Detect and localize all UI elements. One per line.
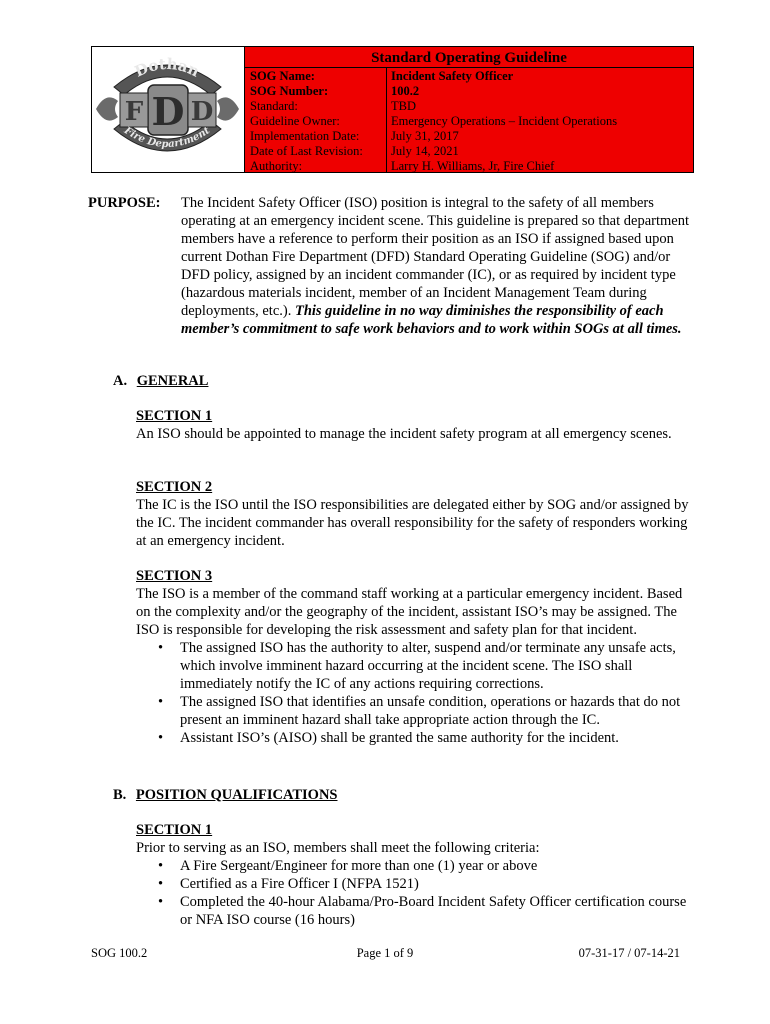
header-row-authority	[245, 158, 693, 174]
logo-letter-right: D	[190, 97, 214, 127]
footer-dates: 07-31-17 / 07-14-21	[578, 946, 680, 960]
list-item: • Assistant ISO’s (AISO) shall be granted the same authority for the incident.	[136, 729, 692, 747]
header-value: Incident Safety Officer	[391, 69, 514, 83]
section-title: GENERAL	[136, 373, 209, 389]
header-row-sog-number	[245, 83, 693, 99]
logo-top-text: Dothan	[131, 54, 203, 81]
subsection-text: The ISO is a member of the command staff working at a particular emergency incident. Based on the complexity and/or the geography of the incident, assistant ISO’s may be assigned. The ISO is responsible for developing the risk assessment and safety plan for that incident.	[136, 586, 683, 638]
header-value: Larry H. Williams, Jr, Fire Chief	[391, 159, 555, 173]
logo-letter-left: F	[124, 97, 144, 127]
header-label: SOG Name:	[250, 69, 315, 83]
header-row-sog-name	[245, 68, 693, 84]
subsection-title: SECTION 2	[136, 479, 213, 495]
subsection-title: SECTION 1	[136, 822, 213, 838]
section-b-heading	[113, 786, 338, 804]
footer-page-number: Page 1 of 9	[356, 946, 414, 960]
section-letter: A.	[113, 373, 128, 389]
header-value: Emergency Operations – Incident Operations	[391, 114, 618, 128]
subsection-text: An ISO should be appointed to manage the incident safety program at all emergency scenes.	[136, 426, 672, 442]
header-label: Standard:	[250, 99, 298, 113]
list-item: • Completed the 40-hour Alabama/Pro-Board Incident Safety Officer certification course or NFA ISO course (16 hours)	[136, 893, 696, 929]
section-a2	[136, 478, 696, 550]
section-letter: B.	[113, 787, 127, 803]
list-item: • The assigned ISO that identifies an unsafe condition, operations or hazards that do not present an imminent hazard shall take appropriate action through the IC.	[136, 693, 692, 729]
logo-letter-center: D	[151, 89, 185, 134]
subsection-text: The IC is the ISO until the ISO responsibilities are delegated either by SOG and/or assigned by the IC. The incident commander has overall responsibility for the safety of responders working at an emergency incident.	[136, 497, 689, 549]
list-item: • Certified as a Fire Officer I (NFPA 1521)	[136, 875, 696, 893]
section-title: POSITION QUALIFICATIONS	[135, 787, 338, 803]
header-value: July 14, 2021	[391, 144, 459, 158]
header-row-standard	[245, 98, 693, 114]
header-row-guideline-owner	[245, 113, 693, 129]
subsection-text: Prior to serving as an ISO, members shall meet the following criteria:	[136, 840, 540, 856]
logo-lettering	[91, 46, 244, 173]
header-title: Standard Operating Guideline	[371, 50, 567, 66]
header-value: TBD	[391, 99, 416, 113]
subsection-title: SECTION 1	[136, 408, 213, 424]
header-label: Implementation Date:	[250, 129, 360, 143]
purpose-label: PURPOSE:	[88, 195, 161, 211]
section-a3	[136, 567, 692, 747]
bullet-list	[136, 639, 692, 747]
list-item: • The assigned ISO has the authority to alter, suspend and/or terminate any unsafe acts, which involve imminent hazard occurring at the incident scene. The ISO shall immediately notify the IC of any actions requiring corrections.	[136, 639, 692, 693]
purpose-text: The Incident Safety Officer (ISO) position is integral to the safety of all members operating at an emergency incident scene. This guideline is prepared so that department members have a reference to perform their position as an ISO if assigned based upon current Dothan Fire Department (DFD) Standard Operating Guideline (SOG) and/or DFD policy, assigned by an incident commander (IC), or as required by incident type (hazardous materials incident, member of an Incident Management Team during deployments, etc.).	[181, 195, 689, 319]
header-value: July 31, 2017	[391, 129, 459, 143]
header-row-last-revision	[245, 143, 693, 159]
section-a-heading	[113, 372, 208, 390]
purpose-paragraph	[181, 194, 691, 338]
header-row-implementation-date	[245, 128, 693, 144]
section-a1	[136, 407, 696, 443]
header-value: 100.2	[391, 84, 420, 98]
header-label: Authority:	[250, 159, 303, 173]
subsection-title: SECTION 3	[136, 568, 213, 584]
bullet-list	[136, 857, 696, 929]
header-label: SOG Number:	[250, 84, 329, 98]
sog-header-table	[244, 46, 694, 173]
logo-bottom-text: Fire Department	[122, 125, 212, 151]
header-label: Guideline Owner:	[250, 114, 340, 128]
footer-sog-number: SOG 100.2	[91, 946, 148, 960]
header-label: Date of Last Revision:	[250, 144, 363, 158]
list-item: • A Fire Sergeant/Engineer for more than one (1) year or above	[136, 857, 696, 875]
purpose-emphasis: This guideline in no way diminishes the responsibility of each member’s commitment to safe work behaviors and to work within SOGs at all times.	[181, 303, 682, 337]
section-b1	[136, 821, 696, 929]
